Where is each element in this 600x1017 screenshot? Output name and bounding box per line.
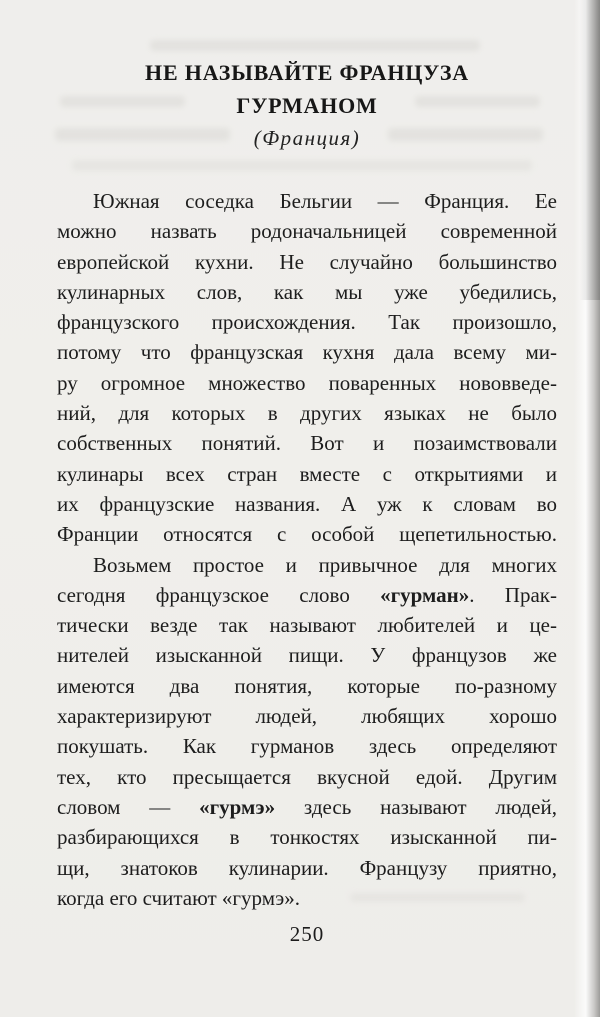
- text-line: кулинарных слов, как мы уже убедились,: [57, 279, 557, 304]
- chapter-title-line2: ГУРМАНОМ: [236, 93, 378, 118]
- text-line: ний, для которых в других языках не было: [57, 401, 557, 426]
- text-line: Возьмем простое и привычное для многих: [93, 552, 557, 577]
- text-line: сегодня французское слово «гурман». Прак-: [57, 582, 557, 607]
- page-edge-shadow-top: [566, 0, 600, 300]
- text-line: можно назвать родоначальницей современной: [57, 219, 557, 244]
- text-line: французского происхождения. Так произошло,: [57, 310, 557, 335]
- text-line: имеются два понятия, которые по-разному: [57, 673, 557, 698]
- text-line: Франции относятся с особой щепетильностью.: [57, 522, 557, 547]
- text-line: характеризируют людей, любящих хорошо: [57, 704, 557, 729]
- text-line: европейской кухни. Не случайно большинство: [57, 249, 557, 274]
- text-line: нителей изысканной пищи. У французов же: [57, 643, 557, 668]
- text-line: когда его считают «гурмэ».: [57, 885, 301, 910]
- text-line: разбирающихся в тонкостях изысканной пи-: [57, 825, 557, 850]
- text-line: щи, знатоков кулинарии. Французу приятно,: [57, 855, 557, 880]
- ghost-text: [72, 160, 532, 171]
- chapter-title-block: [57, 56, 557, 155]
- chapter-title-line1: НЕ НАЗЫВАЙТЕ ФРАНЦУЗА: [145, 60, 469, 85]
- text-line: потому что французская кухня дала всему ми-: [57, 340, 557, 365]
- text-line: Южная соседка Бельгии — Франция. Ее: [93, 189, 557, 213]
- ghost-text: [150, 40, 480, 51]
- page-edge-shadow: [574, 0, 600, 1017]
- text-line: собственных понятий. Вот и позаимствовали: [57, 431, 557, 456]
- text-line: словом — «гурмэ» здесь называют людей,: [57, 794, 557, 819]
- text-line: тех, кто пресыщается вкусной едой. Другим: [57, 764, 557, 789]
- text-line: их французские названия. А уж к словам во: [57, 491, 557, 516]
- text-line: тически везде так называют любителей и це-: [57, 613, 557, 638]
- text-line: покушать. Как гурманов здесь определяют: [57, 734, 557, 759]
- text-line: кулинары всех стран вместе с открытиями и: [57, 461, 557, 486]
- body-text: [57, 186, 557, 913]
- page-number: 250: [289, 922, 325, 946]
- text-line: ру огромное множество поваренных нововведе-: [57, 370, 557, 395]
- chapter-subtitle-country: (Франция): [253, 126, 361, 150]
